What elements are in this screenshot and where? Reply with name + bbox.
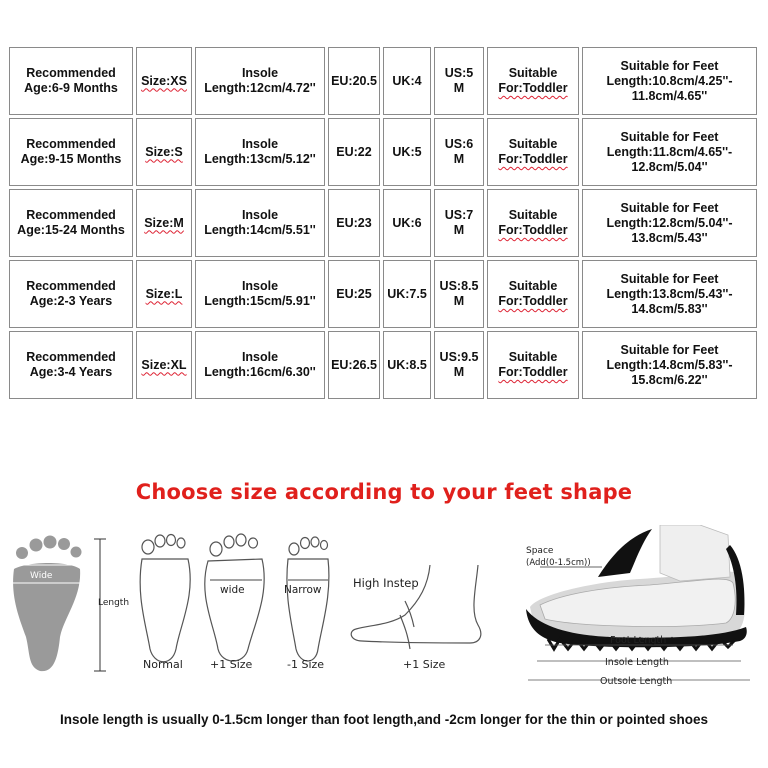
us-size-cell [434, 260, 484, 328]
table-row [9, 47, 757, 115]
age-cell-text: Recommended Age:2-3 Years [26, 279, 116, 308]
eu-size-cell [328, 118, 380, 186]
toddler-label: For:Toddler [498, 152, 568, 166]
feet-length-cell-text: Suitable for Feet Length:13.8cm/5.43''- 14.8cm/5.83'' [606, 271, 733, 316]
us-size-cell [434, 47, 484, 115]
us-size-cell-text: US:7 M [444, 208, 474, 237]
narrow-foot-icon [287, 537, 329, 661]
space-add-label: (Add(0-1.5cm)) [526, 558, 591, 568]
size-cell-text: Size:S [145, 144, 183, 159]
age-cell-text: Recommended Age:6-9 Months [24, 66, 118, 95]
suitable-cell [487, 260, 579, 328]
insole-cell-text: Insole Length:12cm/4.72'' [204, 66, 316, 95]
size-cell [136, 118, 192, 186]
size-cell-text: Size:L [145, 286, 183, 301]
wide-foot-icon [205, 534, 264, 661]
age-cell [9, 260, 133, 328]
normal-foot-icon [140, 535, 190, 662]
length-label: Length [98, 598, 130, 608]
insole-cell-text: Insole Length:13cm/5.12'' [204, 137, 316, 166]
insole-cell-text: Insole Length:16cm/6.30'' [204, 350, 316, 379]
feet-length-cell [582, 331, 757, 399]
feet-length-cell [582, 118, 757, 186]
insole-cell [195, 260, 325, 328]
uk-size-cell [383, 331, 431, 399]
eu-size-cell-text: EU:22 [336, 144, 372, 159]
eu-size-cell [328, 189, 380, 257]
insole-cell [195, 331, 325, 399]
feet-length-cell-text: Suitable for Feet Length:14.8cm/5.83''- 15.8cm/6.22'' [606, 342, 733, 387]
size-cell [136, 331, 192, 399]
uk-size-cell-text: UK:5 [392, 144, 422, 159]
insole-cell [195, 47, 325, 115]
insole-cell [195, 118, 325, 186]
eu-size-cell [328, 260, 380, 328]
uk-size-cell-text: UK:7.5 [387, 286, 427, 301]
age-cell-text: Recommended Age:3-4 Years [26, 350, 116, 379]
plus-one-size-label: +1 Size [210, 658, 253, 671]
suitable-cell [487, 331, 579, 399]
size-cell [136, 47, 192, 115]
narrow-foot-label: Narrow [284, 584, 322, 596]
toddler-label: For:Toddler [498, 223, 568, 237]
eu-size-cell [328, 331, 380, 399]
feet-length-cell [582, 47, 757, 115]
wide-foot-label: wide [220, 584, 245, 596]
feet-length-cell [582, 260, 757, 328]
suitable-label: Suitable [508, 350, 558, 364]
outsole-length-label: Outsole Length [600, 676, 673, 687]
age-cell-text: Recommended Age:15-24 Months [17, 208, 125, 237]
insole-length-label: Insole Length [605, 657, 669, 668]
age-cell [9, 118, 133, 186]
high-instep-label: High Instep [353, 576, 419, 590]
insole-cell-text: Insole Length:14cm/5.51'' [204, 208, 316, 237]
size-guide-headline: Choose size according to your feet shape [135, 480, 633, 504]
suitable-label: Suitable [508, 208, 558, 222]
uk-size-cell [383, 260, 431, 328]
foot-shape-diagram [0, 525, 768, 705]
table-row [9, 260, 757, 328]
uk-size-cell-text: UK:8.5 [387, 357, 427, 372]
footprint-icon [13, 536, 81, 672]
size-cell-text: Size:XS [141, 73, 187, 88]
age-cell [9, 331, 133, 399]
size-cell [136, 260, 192, 328]
toddler-label: For:Toddler [498, 365, 568, 379]
size-chart-table [6, 44, 760, 402]
suitable-label: Suitable [508, 137, 558, 151]
shoe-cross-section-icon [526, 525, 747, 649]
insole-cell-text: Insole Length:15cm/5.91'' [204, 279, 316, 308]
size-note-footer: Insole length is usually 0-1.5cm longer than foot length,and -2cm longer for the thin or pointed shoes [59, 712, 709, 727]
us-size-cell-text: US:8.5 M [439, 279, 479, 308]
eu-size-cell-text: EU:20.5 [331, 73, 377, 88]
wide-label: Wide [30, 571, 53, 581]
feet-length-cell [582, 189, 757, 257]
feet-length-cell-text: Suitable for Feet Length:10.8cm/4.25''- 11.8cm/4.65'' [606, 58, 733, 103]
table-row [9, 118, 757, 186]
suitable-cell [487, 47, 579, 115]
us-size-cell-text: US:9.5 M [439, 350, 479, 379]
suitable-label: Suitable [508, 279, 558, 293]
uk-size-cell-text: UK:6 [392, 215, 422, 230]
us-size-cell-text: US:6 M [444, 137, 474, 166]
space-label: Space [526, 546, 554, 556]
age-cell [9, 189, 133, 257]
size-cell-text: Size:XL [141, 357, 187, 372]
feet-length-cell-text: Suitable for Feet Length:11.8cm/4.65''- 12.8cm/5.04'' [606, 129, 733, 174]
suitable-cell [487, 118, 579, 186]
age-cell-text: Recommended Age:9-15 Months [20, 137, 122, 166]
size-cell-text: Size:M [144, 215, 184, 230]
table-row [9, 189, 757, 257]
eu-size-cell-text: EU:25 [336, 286, 372, 301]
eu-size-cell-text: EU:26.5 [331, 357, 377, 372]
eu-size-cell [328, 47, 380, 115]
feet-length-cell-text: Suitable for Feet Length:12.8cm/5.04''- 13.8cm/5.43'' [606, 200, 733, 245]
us-size-cell [434, 331, 484, 399]
us-size-cell-text: US:5 M [444, 66, 474, 95]
toddler-label: For:Toddler [498, 81, 568, 95]
high-instep-size-label: +1 Size [403, 658, 446, 671]
uk-size-cell [383, 47, 431, 115]
uk-size-cell [383, 189, 431, 257]
size-cell [136, 189, 192, 257]
eu-size-cell-text: EU:23 [336, 215, 372, 230]
minus-one-size-label: -1 Size [287, 658, 325, 671]
normal-label: Normal [143, 658, 183, 671]
insole-cell [195, 189, 325, 257]
age-cell [9, 47, 133, 115]
suitable-label: Suitable [508, 66, 558, 80]
uk-size-cell-text: UK:4 [392, 73, 422, 88]
suitable-cell [487, 189, 579, 257]
toddler-label: For:Toddler [498, 294, 568, 308]
uk-size-cell [383, 118, 431, 186]
us-size-cell [434, 189, 484, 257]
table-row [9, 331, 757, 399]
us-size-cell [434, 118, 484, 186]
foot-length-label: Foot Length [610, 635, 667, 646]
